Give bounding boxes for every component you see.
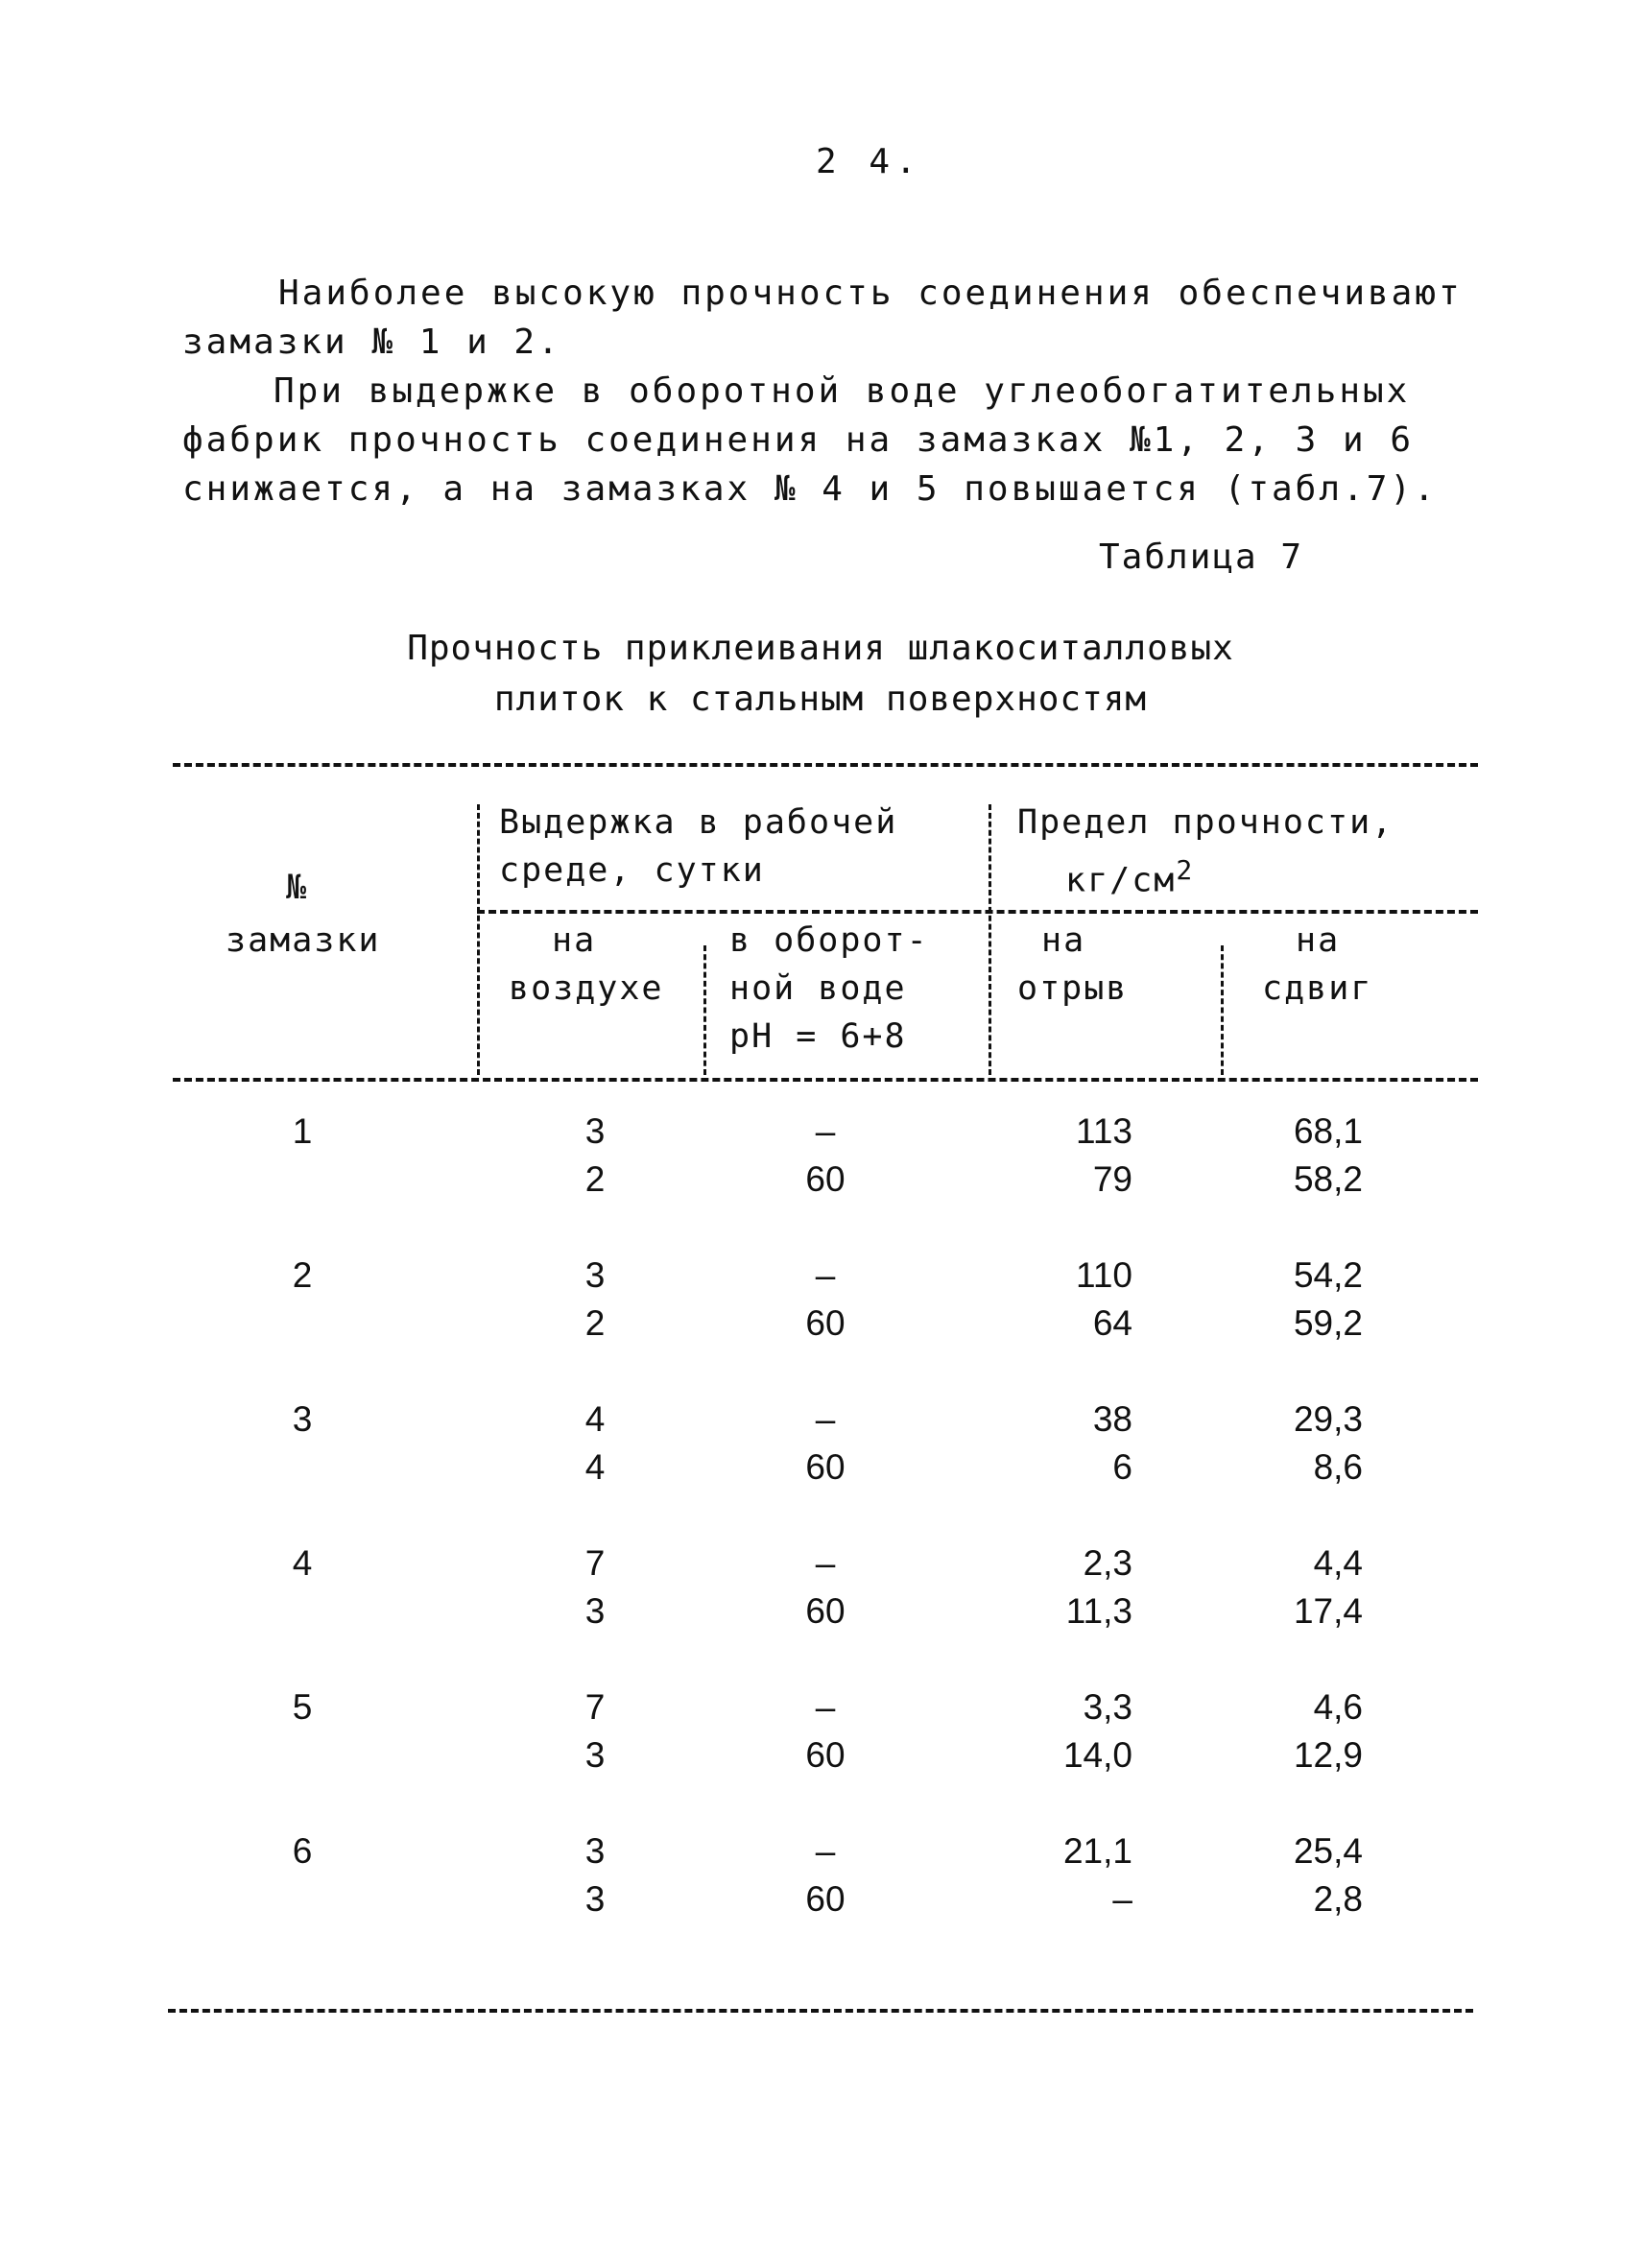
cell-shear: 59,2 [1293,1303,1363,1343]
subheader-shear-line-2: сдвиг [1262,969,1373,1008]
cell-tear: 79 [1092,1159,1132,1199]
paragraph-2-line-3: снижается, а на замазках № 4 и 5 повышается (табл.7). [182,469,1438,509]
cell-tear: 113 [1076,1111,1132,1151]
cell-air: 3 [584,1591,606,1631]
cell-putty: 5 [292,1687,313,1727]
cell-water: – [815,1399,836,1439]
cell-tear: 38 [1092,1399,1132,1439]
cell-putty: 3 [292,1399,313,1439]
cell-tear: 3,3 [1083,1687,1132,1727]
cell-water: – [815,1543,836,1583]
paragraph-2-line-2: фабрик прочность соединения на замазках №1, 2, 3 и 6 [182,420,1415,460]
subheader-water-line-3: pH = 6+8 [729,1017,907,1056]
header-bottom-rule [173,1078,1478,1082]
cell-water: 60 [805,1879,846,1919]
cell-shear: 8,6 [1313,1447,1363,1487]
subheader-tear-line-2: отрыв [1017,969,1129,1008]
cell-tear: 64 [1092,1303,1132,1343]
table-title-line-1: Прочность приклеивания шлакоситалловых [407,629,1234,668]
cell-air: 3 [584,1831,606,1871]
cell-water: – [815,1687,836,1727]
cell-tear: 2,3 [1083,1543,1132,1583]
cell-shear: 17,4 [1293,1591,1363,1631]
cell-putty: 2 [292,1255,313,1295]
header-separator-4 [1221,945,1224,1075]
cell-shear: 4,4 [1313,1543,1363,1583]
header-separator-1 [477,804,480,1075]
cell-water: 60 [805,1735,846,1775]
subheader-air-line-2: воздухе [509,969,664,1008]
table-bottom-rule [168,2009,1473,2013]
cell-water: 60 [805,1159,846,1199]
cell-air: 3 [584,1879,606,1919]
header-exposure-line-2: среде, сутки [499,851,765,890]
subheader-shear-line-1: на [1296,921,1341,960]
cell-shear: 25,4 [1293,1831,1363,1871]
cell-water: – [815,1255,836,1295]
cell-air: 3 [584,1255,606,1295]
subheader-water-line-1: в оборот- [729,921,929,960]
cell-tear: – [1112,1879,1132,1919]
cell-water: 60 [805,1447,846,1487]
header-separator-2 [703,945,706,1075]
cell-shear: 54,2 [1293,1255,1363,1295]
cell-water: 60 [805,1591,846,1631]
cell-air: 3 [584,1111,606,1151]
header-middle-rule [477,910,1478,914]
header-putty-no: № [286,869,309,907]
table-label: Таблица 7 [1099,537,1304,577]
cell-air: 2 [584,1159,606,1199]
cell-water: – [815,1111,836,1151]
page-number: 2 4. [816,142,922,181]
cell-water: 60 [805,1303,846,1343]
header-putty-label: замазки [226,921,381,960]
cell-shear: 68,1 [1293,1111,1363,1151]
cell-shear: 2,8 [1313,1879,1363,1919]
cell-tear: 21,1 [1062,1831,1132,1871]
cell-putty: 6 [292,1831,313,1871]
table-top-rule [173,763,1478,767]
cell-air: 4 [584,1447,606,1487]
header-strength-units-sup: 2 [1176,854,1195,886]
cell-shear: 58,2 [1293,1159,1363,1199]
cell-air: 7 [584,1687,606,1727]
cell-water: – [815,1831,836,1871]
cell-shear: 12,9 [1293,1735,1363,1775]
subheader-tear-line-1: на [1041,921,1086,960]
paragraph-1-line-1: Наиболее высокую прочность соединения обеспечивают [278,274,1463,313]
cell-air: 4 [584,1399,606,1439]
header-strength-line-1: Предел прочности, [1017,803,1394,842]
table-title-line-2: плиток к стальным поверхностям [493,680,1148,719]
header-exposure-line-1: Выдержка в рабочей [499,803,898,842]
cell-air: 2 [584,1303,606,1343]
cell-putty: 4 [292,1543,313,1583]
cell-air: 3 [584,1735,606,1775]
cell-tear: 11,3 [1065,1591,1132,1631]
paragraph-2-line-1: При выдержке в оборотной воде углеобогатительных [274,371,1411,411]
cell-tear: 110 [1076,1255,1132,1295]
header-strength-units-text: кг/см [1065,861,1177,900]
cell-tear: 14,0 [1062,1735,1132,1775]
subheader-water-line-2: ной воде [729,969,907,1008]
cell-shear: 29,3 [1293,1399,1363,1439]
cell-tear: 6 [1112,1447,1132,1487]
cell-air: 7 [584,1543,606,1583]
cell-putty: 1 [292,1111,313,1151]
header-strength-units [1065,847,1194,905]
subheader-air-line-1: на [552,921,597,960]
cell-shear: 4,6 [1313,1687,1363,1727]
header-separator-3 [989,804,991,1075]
paragraph-1-line-2: замазки № 1 и 2. [182,322,561,362]
